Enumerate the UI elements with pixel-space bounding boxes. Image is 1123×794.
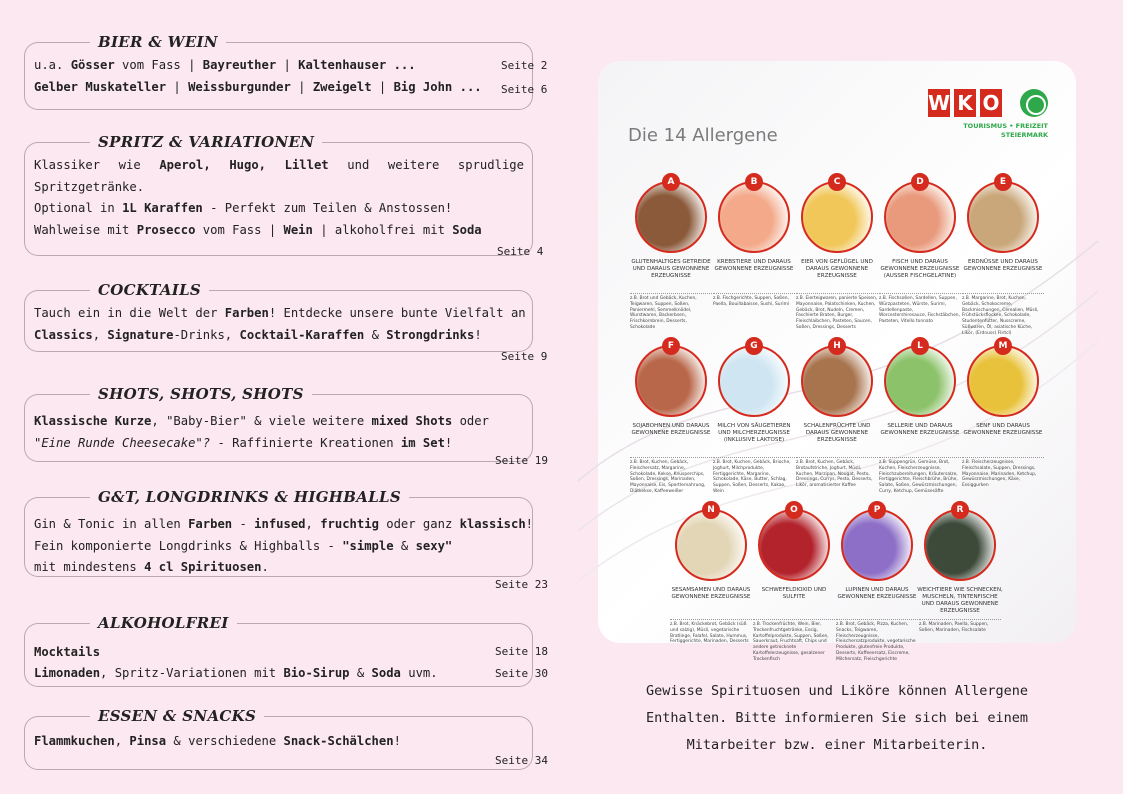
allergen-letter: H	[828, 337, 846, 355]
allergen-examples: z.B. Brot, Knäckebrot, Gebäck (süß und salzig), Müsli, vegetarische Bratlinge, Falafel, Salate, Hummus, Fertiggerichte, Marinaden, Desserts	[670, 619, 752, 645]
section-alkoholfrei	[24, 614, 548, 687]
section-text: Optional in 1L Karaffen - Perfekt zum Teilen & Anstossen!	[34, 201, 453, 215]
allergen-name: FISCH UND DARAUS GEWONNENE ERZEUGNISSE (AUSSER FISCHGELATINE)	[880, 259, 960, 279]
section-text: u.a. Gösser vom Fass | Bayreuther | Kaltenhauser ...	[34, 58, 416, 72]
allergen-name: SCHWEFELDIOXID UND SULFITE	[761, 587, 827, 600]
section-title: ESSEN & SNACKS	[90, 707, 264, 725]
allergen-letter: O	[785, 501, 803, 519]
section-title: SPRITZ & VARIATIONEN	[90, 133, 322, 151]
section-text: Spritzgetränke.	[34, 180, 145, 194]
allergen-examples: z.B. Suppengrün, Gemüse, Brot, Kuchen, Fleischerzeugnisse, Fleischzubereitungen, Kräutersalze, Fertiggerichte, Fleischbrühe, Brühe, Salate, Soßen, Gewürzmischungen, Curry, Ketchup, Gemüsesäfte	[879, 457, 961, 495]
allergen-name: EIER VON GEFLÜGEL UND DARAUS GEWONNENE ERZEUGNISSE	[801, 259, 873, 279]
wko-emblem-icon	[1020, 89, 1048, 117]
page-ref[interactable]: Seite 18	[495, 645, 548, 658]
section-text: Fein komponierte Longdrinks & Highballs - "simple & sexy"	[34, 539, 453, 553]
allergen-letter: B	[745, 173, 763, 191]
allergen-photo	[884, 345, 956, 417]
allergen-name: GLUTENHALTIGES GETREIDE UND DARAUS GEWONNENE ERZEUGNISSE	[631, 259, 711, 279]
allergen-photo	[635, 345, 707, 417]
section-title: SHOTS, SHOTS, SHOTS	[90, 385, 312, 403]
allergen-name: SELLERIE UND DARAUS GEWONNENE ERZEUGNISSE	[880, 423, 960, 436]
allergen-photo	[924, 509, 996, 581]
allergen-card-title: Die 14 Allergene	[628, 125, 778, 146]
section-title: COCKTAILS	[90, 281, 209, 299]
allergen-letter: G	[745, 337, 763, 355]
page-ref[interactable]: Seite 34	[495, 754, 548, 767]
section-text: Klassische Kurze, "Baby-Bier" & viele weitere mixed Shots oder	[34, 414, 489, 428]
allergen-letter: F	[662, 337, 680, 355]
section-text: mit mindestens 4 cl Spirituosen.	[34, 560, 269, 574]
section-text: Flammkuchen, Pinsa & verschiedene Snack-Schälchen!	[34, 734, 401, 748]
allergen-name: SENF UND DARAUS GEWONNENE ERZEUGNISSE	[963, 423, 1043, 436]
wko-logo: W K O TOURISMUS • FREIZEIT STEIERMARK	[928, 91, 1048, 139]
allergen-photo	[967, 345, 1039, 417]
allergen-name: SCHALENFRÜCHTE UND DARAUS GEWONNENE ERZEUGNISSE	[803, 423, 871, 443]
allergen-photo	[967, 181, 1039, 253]
section-text: "Eine Runde Cheesecake"? - Raffinierte Kreationen im Set!	[34, 436, 453, 450]
section-text: Mocktails	[34, 645, 101, 659]
allergen-photo	[718, 345, 790, 417]
allergen-examples: z.B. Eierteigwaren, panierte Speisen, Mayonnaise, Palatschinken, Kuchen, Gebäck, Brot, Nudeln, Cremen, Faschierte Braten, Burger, Fleischlaibchen, Pasteten, Saucen, Soßen, Dressings, Desserts	[796, 293, 878, 331]
section-text: Gin & Tonic in allen Farben - infused, fruchtig oder ganz klassisch!	[34, 517, 534, 531]
allergen-examples: z.B. Brot, Gebäck, Pizza, Kuchen, Snacks, Teigwaren, Fleischerzeugnisse, Fleischersatzprodukte, vegetarische Produkte, glutenfreie Produkte, Desserts, Kaffeeersatz, Eiscreme, Milchersatz, Fleischgerichte	[836, 619, 918, 663]
allergen-letter: P	[868, 501, 886, 519]
allergen-name: ERDNÜSSE UND DARAUS GEWONNENE ERZEUGNISSE	[963, 259, 1043, 272]
allergen-name: MILCH VON SÄUGETIEREN UND MILCHERZEUGNISSE (INKLUSIVE LAKTOSE)	[717, 423, 791, 443]
section-spritz	[24, 133, 544, 258]
page-ref[interactable]: Seite 9	[501, 350, 548, 363]
page-ref[interactable]: Seite 23	[495, 578, 548, 591]
allergen-examples: z.B. Fleischerzeugnisse, Fleischsalate, Suppen, Dressings, Mayonnaise, Marinaden, Ketchup, Gewürzmischungen, Käse, Essiggurken	[962, 457, 1044, 489]
section-bier-wein	[24, 33, 548, 110]
section-essen-snacks	[24, 707, 548, 770]
section-text: Klassiker wie Aperol, Hugo, Lillet und weitere sprudlige	[34, 158, 524, 172]
page-ref[interactable]: Seite 6	[501, 83, 548, 96]
section-text: Tauch ein in die Welt der Farben! Entdecke unsere bunte Vielfalt an	[34, 306, 526, 320]
allergen-photo	[801, 181, 873, 253]
allergen-letter: C	[828, 173, 846, 191]
allergen-letter: R	[951, 501, 969, 519]
allergen-examples: z.B. Fischgerichte, Suppen, Soßen, Paella, Bouillabaisse, Sushi, Surimi	[713, 293, 795, 308]
allergen-examples: z.B. Brot, Kuchen, Gebäck, Fleischersatz, Margarine, Schokolade, Kekse, Knusperchips, Soßen, Dressings, Marinaden, Mayonnaise, Eis, Sportlernahrung, Diätkekse, Kaffeeweißer	[630, 457, 712, 495]
allergen-photo	[758, 509, 830, 581]
allergen-photo	[841, 509, 913, 581]
allergen-name: SESAMSAMEN UND DARAUS GEWONNENE ERZEUGNISSE	[671, 587, 751, 600]
allergen-letter: M	[994, 337, 1012, 355]
allergen-photo	[635, 181, 707, 253]
allergen-name: LUPINEN UND DARAUS GEWONNENE ERZEUGNISSE	[837, 587, 917, 600]
section-title: BIER & WEIN	[90, 33, 226, 51]
page-ref[interactable]: Seite 4	[497, 245, 544, 258]
section-title: ALKOHOLFREI	[90, 614, 237, 632]
allergen-letter: E	[994, 173, 1012, 191]
section-text: Limonaden, Spritz-Variationen mit Bio-Sirup & Soda uvm.	[34, 666, 438, 680]
allergen-examples: z.B. Marinaden, Paella, Suppen, Soßen, Marinaden, Fischsalate	[919, 619, 1001, 634]
section-gt-longdrinks	[24, 488, 548, 591]
allergen-letter: N	[702, 501, 720, 519]
allergen-letter: D	[911, 173, 929, 191]
allergen-photo	[718, 181, 790, 253]
allergen-name: KREBSTIERE UND DARAUS GEWONNENE ERZEUGNISSE	[714, 259, 794, 272]
section-text: Gelber Muskateller | Weissburgunder | Zweigelt | Big John ...	[34, 80, 482, 94]
section-text: Wahlweise mit Prosecco vom Fass | Wein | alkoholfrei mit Soda	[34, 223, 482, 237]
allergen-name: WEICHTIERE WIE SCHNECKEN, MUSCHELN, TINTENFISCHE UND DARAUS GEWONNENE ERZEUGNISSE	[917, 587, 1003, 614]
allergen-examples: z.B. Trockenfrüchte, Wein, Bier, Trockenfruchtgetränke, Essig, Kartoffelprodukte, Suppen, Soßen, Sauerkraut, Fruchtsaft, Chips und andere getrocknete Kartoffelerzeugnisse, gesalzener Trockenfisch	[753, 619, 835, 663]
allergen-letter: A	[662, 173, 680, 191]
page-ref[interactable]: Seite 30	[495, 667, 548, 680]
section-cocktails	[24, 281, 548, 363]
allergen-photo	[801, 345, 873, 417]
allergen-name: SOJABOHNEN UND DARAUS GEWONNENE ERZEUGNISSE	[631, 423, 711, 436]
allergen-examples: z.B. Brot, Kuchen, Gebäck, Brotaufstriche, Joghurt, Müsli, Kuchen, Marzipan, Nougat, Pesto, Dressings, Currys, Pesto, Desserts, Likör, aromatisierter Kaffee	[796, 457, 878, 489]
allergen-examples: z.B. Fischsoßen, Sardellen, Suppen, Würzpasteten, Würste, Surimi, Sardellenpaste, Worcestershiresauce, Fischstäbchen, Pasteten, Vitello tonnato	[879, 293, 961, 325]
allergen-examples: z.B. Brot, Kuchen, Gebäck, Brioche, Joghurt, Milchprodukte, Fertiggerichte, Margarine, Schokolade, Käse, Butter, Schlag, Suppen, Soßen, Desserts, Kakao, Wein	[713, 457, 795, 495]
allergen-photo	[884, 181, 956, 253]
allergen-examples: z.B. Margarine, Brot, Kuchen, Gebäck, Schokocreme, Backmischungen, Cerealien, Müsli, Frühstücksflocken, Schokolade, Studentenfutter, Nusscreme, Süßwaren, Öl, asiatische Küche, Likör, (Erdnuss) Flirtcl)	[962, 293, 1044, 337]
allergen-card	[598, 61, 1076, 662]
page-ref[interactable]: Seite 19	[495, 454, 548, 467]
allergen-photo	[675, 509, 747, 581]
section-shots	[24, 385, 548, 467]
allergen-notice: Gewisse Spirituosen und Liköre können Allergene Enthalten. Bitte informieren Sie sich bei einem Mitarbeiter bzw. einer Mitarbeiterin.	[645, 683, 1028, 753]
page-ref[interactable]: Seite 2	[501, 59, 548, 72]
allergen-letter: L	[911, 337, 929, 355]
section-title: G&T, LONGDRINKS & HIGHBALLS	[90, 488, 409, 506]
section-text: Classics, Signature-Drinks, Cocktail-Karaffen & Strongdrinks!	[34, 328, 482, 342]
allergen-examples: z.B. Brot und Gebäck, Kuchen, Teigwaren, Suppen, Soßen, Paniermehl, Semmelknödel, Wurstwaren, Backerbsen, Frischkornbrein, Desserts, Schokolade	[630, 293, 712, 331]
